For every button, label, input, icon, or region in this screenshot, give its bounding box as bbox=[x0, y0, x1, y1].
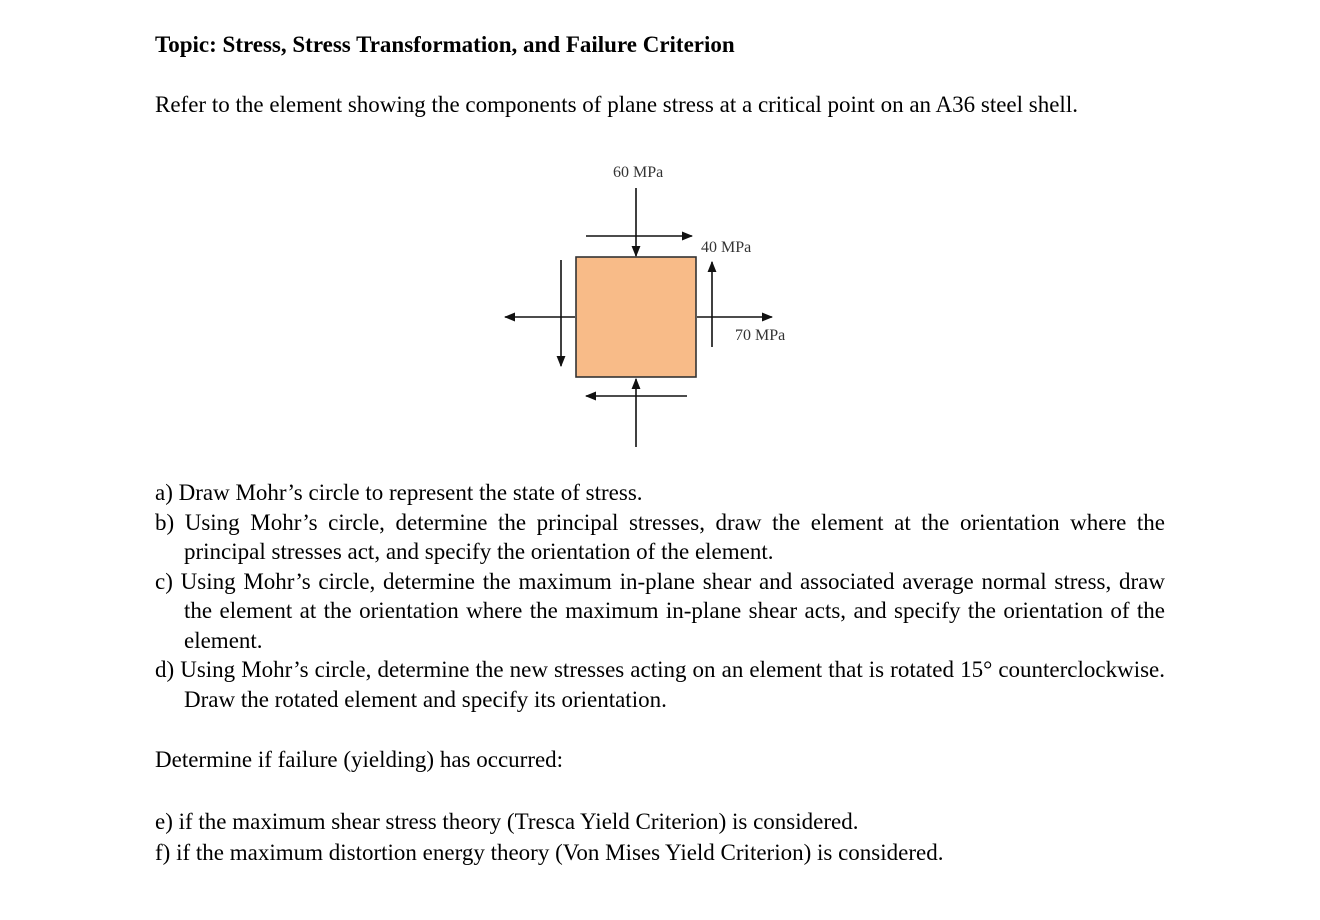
page-title: Topic: Stress, Stress Transformation, and Failure Criterion bbox=[155, 32, 735, 57]
question-b: b) Using Mohr’s circle, determine the principal stresses, draw the element at the orientation where the principal stresses act, and specify the orientation of the element. bbox=[155, 509, 1165, 564]
criterion-e: e) if the maximum shear stress theory (Tresca Yield Criterion) is considered. bbox=[155, 809, 859, 834]
normal-y-label: 60 MPa bbox=[613, 164, 664, 181]
shear-label: 40 MPa bbox=[701, 239, 752, 256]
question-list bbox=[155, 478, 1165, 714]
stress-element-figure bbox=[490, 150, 820, 465]
failure-heading: Determine if failure (yielding) has occurred: bbox=[155, 747, 564, 772]
criterion-f: f) if the maximum distortion energy theory (Von Mises Yield Criterion) is considered. bbox=[155, 840, 944, 865]
stress-element-diagram bbox=[490, 150, 820, 460]
stress-element-square bbox=[576, 257, 696, 377]
question-c: c) Using Mohr’s circle, determine the maximum in-plane shear and associated average normal stress, draw the element at the orientation where the maximum in-plane shear acts, and specify the orientation of the element. bbox=[155, 568, 1165, 653]
criteria-list bbox=[155, 806, 1165, 868]
intro-paragraph: Refer to the element showing the components of plane stress at a critical point on an A36 steel shell. bbox=[155, 92, 1078, 117]
question-a: a) Draw Mohr’s circle to represent the state of stress. bbox=[155, 480, 643, 505]
normal-x-label: 70 MPa bbox=[735, 327, 786, 344]
question-d: d) Using Mohr’s circle, determine the new stresses acting on an element that is rotated 15° counterclockwise. Draw the rotated element and specify its orientation. bbox=[155, 657, 1165, 712]
